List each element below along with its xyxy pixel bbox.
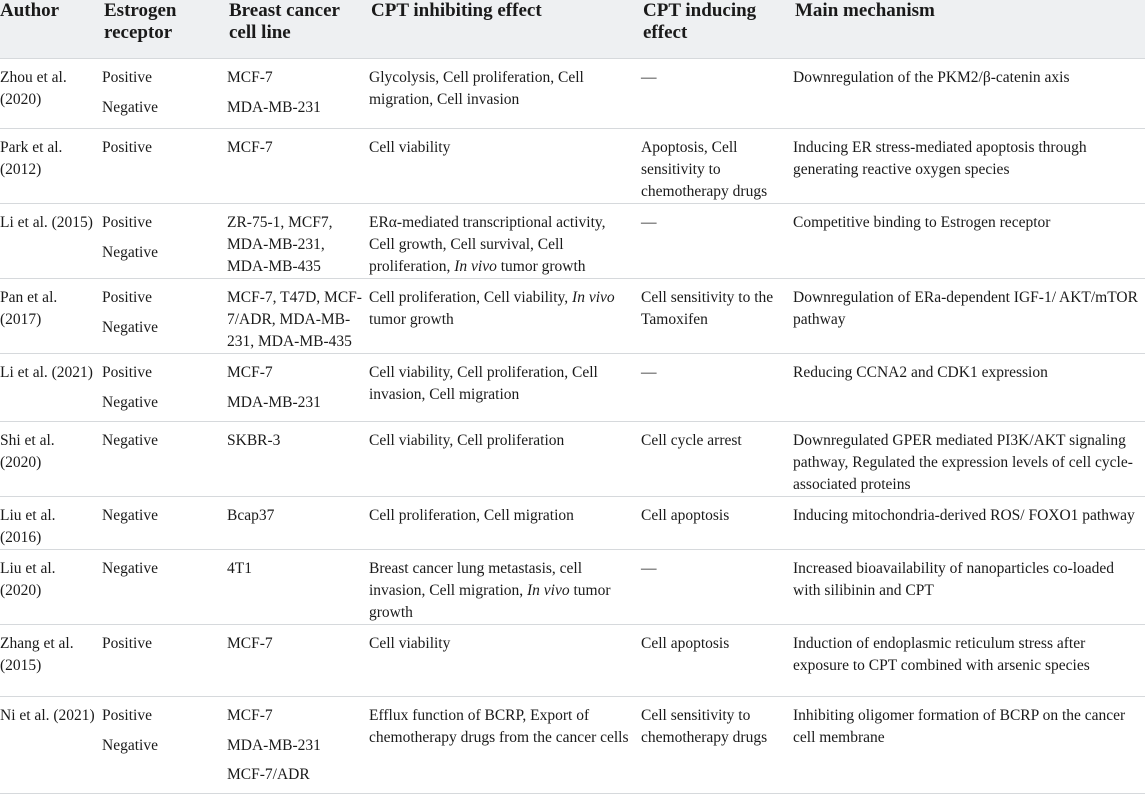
cell-line-value: MDA-MB-231 — [227, 394, 321, 411]
receptor-value: Negative — [102, 737, 158, 754]
effect-text: Cell proliferation, Cell viability, — [369, 289, 573, 306]
inhibiting-effect-cell: Efflux function of BCRP, Export of chemotherapy drugs from the cancer cells — [369, 697, 641, 794]
mechanism-cell: Reducing CCNA2 and CDK1 expression — [793, 354, 1145, 422]
inducing-effect-cell: Cell sensitivity to the Tamoxifen — [641, 279, 793, 354]
table-row — [0, 697, 1145, 794]
author-cell: Ni et al. (2021) — [0, 697, 102, 794]
author-cell: Zhang et al. (2015) — [0, 625, 102, 697]
header-main-mechanism: Main mechanism — [793, 0, 1145, 59]
cell-line-cell — [227, 422, 369, 497]
cell-line-value: ZR-75-1, MCF7, MDA-MB-231, MDA-MB-435 — [227, 214, 333, 275]
receptor-cell — [102, 422, 227, 497]
cell-line-value: MCF-7/ADR — [227, 766, 310, 783]
inhibiting-effect-cell — [369, 550, 641, 625]
header-inducing-effect: CPT inducing effect — [641, 0, 793, 59]
mechanism-cell: Downregulation of ERa-dependent IGF-1/ AKT/mTOR pathway — [793, 279, 1145, 354]
mechanism-cell: Competitive binding to Estrogen receptor — [793, 204, 1145, 279]
cell-line-value: MCF-7 — [227, 635, 273, 652]
cell-line-cell — [227, 697, 369, 794]
receptor-value: Negative — [102, 394, 158, 411]
effect-text: Breast cancer lung metastasis, cell invasion, Cell migration, — [369, 560, 583, 599]
header-inhibiting-effect: CPT inhibiting effect — [369, 0, 641, 59]
table-row — [0, 129, 1145, 204]
mechanism-cell: Induction of endoplasmic reticulum stress after exposure to CPT combined with arsenic species — [793, 625, 1145, 697]
effect-text: tumor growth — [369, 311, 454, 328]
inducing-effect-cell: Apoptosis, Cell sensitivity to chemotherapy drugs — [641, 129, 793, 204]
author-cell: Liu et al. (2020) — [0, 550, 102, 625]
cell-line-cell — [227, 625, 369, 697]
cell-line-value: MCF-7 — [227, 69, 273, 86]
inhibiting-effect-cell: Cell proliferation, Cell migration — [369, 497, 641, 550]
receptor-cell — [102, 354, 227, 422]
italic-text: In vivo — [454, 258, 497, 275]
inducing-effect-cell: Cell sensitivity to chemotherapy drugs — [641, 697, 793, 794]
inhibiting-effect-cell — [369, 279, 641, 354]
mechanism-cell: Downregulation of the PKM2/β-catenin axis — [793, 59, 1145, 129]
cell-line-value: MCF-7 — [227, 139, 273, 156]
table-row — [0, 59, 1145, 129]
receptor-value: Negative — [102, 432, 158, 449]
mechanism-cell: Inhibiting oligomer formation of BCRP on the cancer cell membrane — [793, 697, 1145, 794]
author-cell: Pan et al. (2017) — [0, 279, 102, 354]
inhibiting-effect-cell: Cell viability — [369, 129, 641, 204]
cell-line-value: MDA-MB-231 — [227, 737, 321, 754]
header-cell-line: Breast cancer cell line — [227, 0, 369, 59]
table-row — [0, 550, 1145, 625]
receptor-cell — [102, 59, 227, 129]
cell-line-value: MCF-7 — [227, 707, 273, 724]
table-body — [0, 59, 1145, 794]
table-row — [0, 497, 1145, 550]
author-cell: Shi et al. (2020) — [0, 422, 102, 497]
receptor-value: Negative — [102, 244, 158, 261]
table-row — [0, 204, 1145, 279]
table-row — [0, 279, 1145, 354]
author-cell: Zhou et al. (2020) — [0, 59, 102, 129]
cell-line-value: MCF-7 — [227, 364, 273, 381]
cell-line-value: 4T1 — [227, 560, 252, 577]
inducing-effect-cell: Cell apoptosis — [641, 497, 793, 550]
author-cell: Li et al. (2015) — [0, 204, 102, 279]
cell-line-value: Bcap37 — [227, 507, 275, 524]
cell-line-value: SKBR-3 — [227, 432, 281, 449]
cell-line-cell — [227, 59, 369, 129]
author-cell: Li et al. (2021) — [0, 354, 102, 422]
cell-line-cell — [227, 550, 369, 625]
inhibiting-effect-cell: Cell viability, Cell proliferation — [369, 422, 641, 497]
receptor-cell — [102, 497, 227, 550]
mechanism-cell: Increased bioavailability of nanoparticles co-loaded with silibinin and CPT — [793, 550, 1145, 625]
mechanism-cell: Inducing ER stress-mediated apoptosis through generating reactive oxygen species — [793, 129, 1145, 204]
receptor-cell — [102, 279, 227, 354]
effect-text: tumor growth — [369, 582, 611, 621]
header-estrogen-receptor: Estrogen receptor — [102, 0, 227, 59]
receptor-cell — [102, 204, 227, 279]
receptor-value: Positive — [102, 214, 152, 231]
inhibiting-effect-cell: Cell viability, Cell proliferation, Cell invasion, Cell migration — [369, 354, 641, 422]
mechanism-cell: Downregulated GPER mediated PI3K/AKT signaling pathway, Regulated the expression levels of cell cycle-associated proteins — [793, 422, 1145, 497]
receptor-value: Negative — [102, 507, 158, 524]
italic-text: In vivo — [572, 289, 615, 306]
table-row — [0, 625, 1145, 697]
cell-line-value: MDA-MB-231 — [227, 99, 321, 116]
table-header — [0, 0, 1145, 59]
receptor-cell — [102, 129, 227, 204]
mechanism-cell: Inducing mitochondria-derived ROS/ FOXO1 pathway — [793, 497, 1145, 550]
effect-text: ERα-mediated transcriptional activity, Cell growth, Cell survival, Cell proliferation, — [369, 214, 606, 275]
receptor-value: Positive — [102, 69, 152, 86]
inducing-effect-cell: — — [641, 59, 793, 129]
inhibiting-effect-cell: Glycolysis, Cell proliferation, Cell migration, Cell invasion — [369, 59, 641, 129]
receptor-value: Positive — [102, 139, 152, 156]
cell-line-cell — [227, 279, 369, 354]
author-cell: Liu et al. (2016) — [0, 497, 102, 550]
receptor-value: Negative — [102, 319, 158, 336]
inducing-effect-cell: — — [641, 550, 793, 625]
inducing-effect-cell: — — [641, 204, 793, 279]
receptor-cell — [102, 625, 227, 697]
cell-line-cell — [227, 354, 369, 422]
receptor-value: Positive — [102, 364, 152, 381]
effect-text: tumor growth — [496, 258, 586, 275]
italic-text: In vivo — [527, 582, 570, 599]
inducing-effect-cell: — — [641, 354, 793, 422]
cell-line-cell — [227, 129, 369, 204]
inhibiting-effect-cell — [369, 204, 641, 279]
inducing-effect-cell: Cell cycle arrest — [641, 422, 793, 497]
receptor-value: Negative — [102, 99, 158, 116]
receptor-value: Negative — [102, 560, 158, 577]
cell-line-cell — [227, 204, 369, 279]
cell-line-cell — [227, 497, 369, 550]
author-cell: Park et al. (2012) — [0, 129, 102, 204]
table-row — [0, 354, 1145, 422]
receptor-value: Positive — [102, 289, 152, 306]
receptor-value: Positive — [102, 635, 152, 652]
receptor-value: Positive — [102, 707, 152, 724]
receptor-cell — [102, 550, 227, 625]
cell-line-value: MCF-7, T47D, MCF-7/ADR, MDA-MB-231, MDA-MB-435 — [227, 289, 362, 350]
header-author: Author — [0, 0, 102, 59]
table-row — [0, 422, 1145, 497]
inhibiting-effect-cell: Cell viability — [369, 625, 641, 697]
receptor-cell — [102, 697, 227, 794]
inducing-effect-cell: Cell apoptosis — [641, 625, 793, 697]
